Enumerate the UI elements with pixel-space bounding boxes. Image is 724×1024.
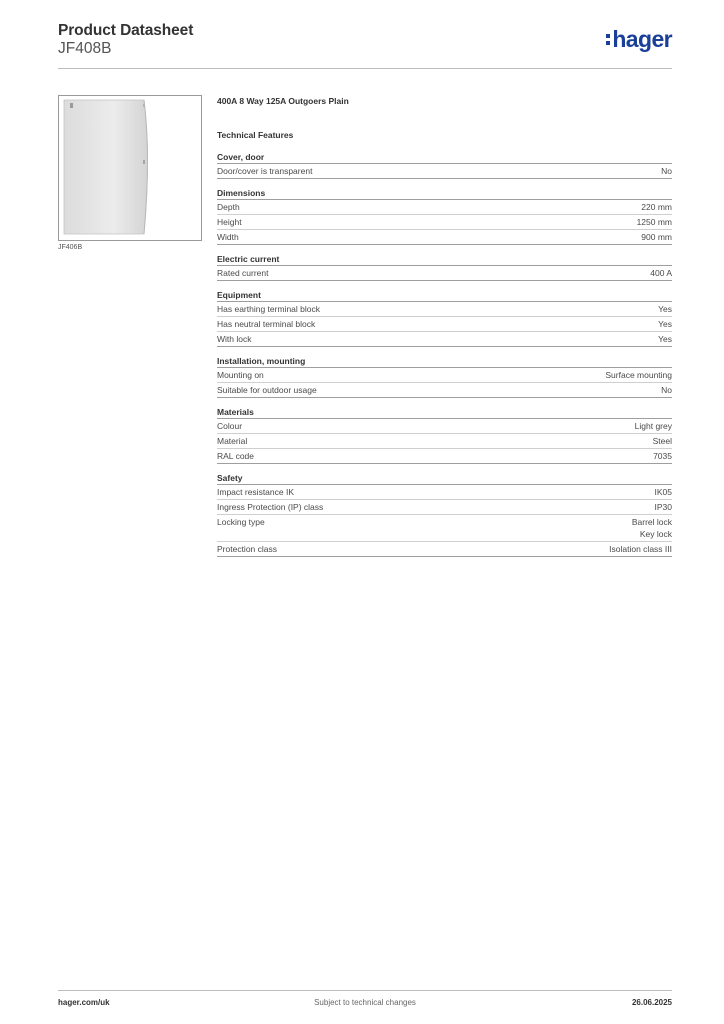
feature-row [217, 302, 672, 317]
feature-label: Mounting on [217, 370, 264, 380]
feature-label: Rated current [217, 268, 269, 278]
feature-row [217, 434, 672, 449]
feature-section [217, 472, 672, 557]
section-title: Electric current [217, 253, 672, 266]
page-header [58, 22, 672, 70]
datasheet-content [217, 95, 672, 565]
image-caption: JF406B [58, 244, 83, 251]
feature-row [217, 485, 672, 500]
feature-label: RAL code [217, 451, 255, 461]
feature-row [217, 230, 672, 245]
logo-dots-icon [606, 34, 610, 45]
feature-row [217, 266, 672, 281]
section-title: Materials [217, 406, 672, 419]
feature-value: Surface mounting [605, 370, 672, 380]
feature-row [217, 164, 672, 179]
technical-features-heading: Technical Features [217, 130, 294, 140]
feature-value: Barrel lock Key lock [631, 517, 672, 539]
feature-row [217, 542, 672, 557]
feature-row [217, 317, 672, 332]
hager-logo [606, 27, 672, 51]
feature-label: Protection class [217, 544, 277, 554]
feature-label: Height [217, 217, 242, 227]
feature-row [217, 449, 672, 464]
feature-value: 220 mm [641, 202, 672, 212]
feature-row [217, 332, 672, 347]
section-title: Equipment [217, 289, 672, 302]
feature-value: 1250 mm [636, 217, 672, 227]
feature-label: Colour [217, 421, 243, 431]
feature-label: Has neutral terminal block [217, 319, 316, 329]
feature-label: Width [217, 232, 239, 242]
feature-section [217, 253, 672, 281]
header-divider [58, 68, 672, 69]
feature-row [217, 383, 672, 398]
feature-label: With lock [217, 334, 252, 344]
feature-row [217, 200, 672, 215]
feature-label: Ingress Protection (IP) class [217, 502, 324, 512]
feature-section [217, 289, 672, 347]
feature-label: Impact resistance IK [217, 487, 295, 497]
feature-row [217, 215, 672, 230]
feature-label: Depth [217, 202, 240, 212]
feature-row [217, 500, 672, 515]
feature-value: 7035 [653, 451, 672, 461]
feature-value: Yes [658, 304, 672, 314]
section-title: Safety [217, 472, 672, 485]
feature-label: Material [217, 436, 248, 446]
product-image [58, 95, 202, 241]
feature-section [217, 355, 672, 398]
feature-section [217, 187, 672, 245]
footer-notice: Subject to technical changes [314, 998, 416, 1007]
footer-website: hager.com/uk [58, 998, 110, 1007]
product-name: 400A 8 Way 125A Outgoers Plain [217, 96, 349, 106]
feature-value: No [661, 166, 672, 176]
feature-row [217, 515, 672, 542]
feature-value: No [661, 385, 672, 395]
footer-divider [58, 990, 672, 991]
page-footer [58, 998, 672, 1010]
product-code: JF408B [58, 40, 112, 57]
section-title: Cover, door [217, 151, 672, 164]
feature-value: Light grey [634, 421, 672, 431]
feature-row [217, 368, 672, 383]
feature-label: Suitable for outdoor usage [217, 385, 317, 395]
feature-label: Has earthing terminal block [217, 304, 320, 314]
feature-sections [217, 151, 672, 557]
feature-section [217, 406, 672, 464]
page-title: Product Datasheet [58, 22, 194, 39]
section-title: Dimensions [217, 187, 672, 200]
enclosure-illustration [59, 96, 201, 240]
footer-date: 26.06.2025 [631, 998, 672, 1007]
feature-row [217, 419, 672, 434]
feature-value: Yes [658, 319, 672, 329]
feature-section [217, 151, 672, 179]
feature-value: IK05 [654, 487, 672, 497]
feature-label: Door/cover is transparent [217, 166, 313, 176]
feature-value: 400 A [650, 268, 672, 278]
feature-value: Steel [652, 436, 672, 446]
feature-value: IP30 [654, 502, 672, 512]
feature-value: Yes [658, 334, 672, 344]
feature-value: 900 mm [641, 232, 672, 242]
section-title: Installation, mounting [217, 355, 672, 368]
feature-value: Isolation class III [609, 544, 672, 554]
logo-wordmark: hager [612, 26, 672, 52]
feature-label: Locking type [217, 517, 265, 527]
